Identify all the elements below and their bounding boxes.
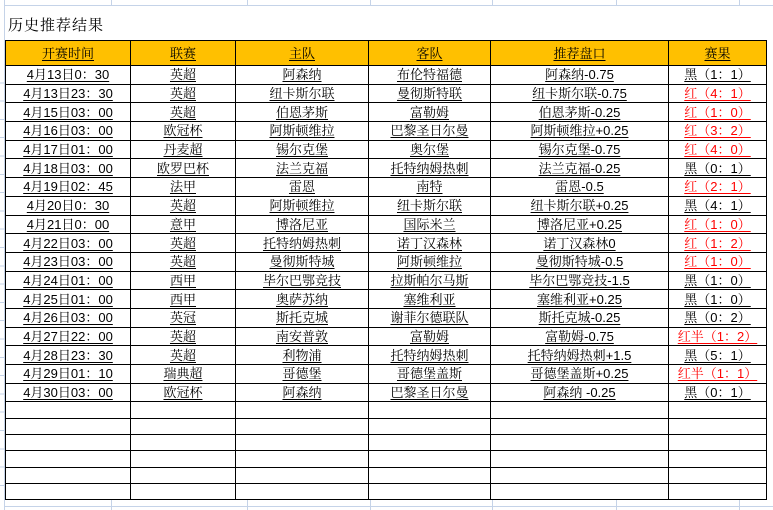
empty-cell[interactable] [491, 402, 669, 418]
cell-result[interactable]: 红（4：1） [669, 84, 767, 103]
cell-time[interactable]: 4月25日01：00 [6, 290, 131, 309]
cell-time[interactable]: 4月30日03：00 [6, 383, 131, 402]
empty-row [6, 467, 767, 483]
empty-cell[interactable] [369, 483, 491, 499]
cell-home[interactable]: 锡尔克堡 [236, 140, 369, 159]
cell-away[interactable]: 谢菲尔德联队 [369, 308, 491, 327]
cell-result[interactable]: 黑（1：0） [669, 290, 767, 309]
results-table [5, 40, 767, 500]
gridline-col [616, 0, 617, 5]
empty-cell[interactable] [6, 483, 131, 499]
cell-time[interactable]: 4月21日0：00 [6, 215, 131, 234]
cell-time[interactable]: 4月27日22：00 [6, 327, 131, 346]
empty-row [6, 402, 767, 418]
cell-home[interactable]: 南安普敦 [236, 327, 369, 346]
empty-cell[interactable] [236, 451, 369, 467]
cell-time[interactable]: 4月13日23：30 [6, 84, 131, 103]
gridline-col [247, 500, 248, 510]
empty-cell[interactable] [131, 451, 236, 467]
cell-away[interactable]: 富勒姆 [369, 103, 491, 122]
cell-league[interactable]: 意甲 [131, 215, 236, 234]
cell-away[interactable]: 奥尔堡 [369, 140, 491, 159]
cell-time[interactable]: 4月13日0：30 [6, 66, 131, 85]
table-row [6, 159, 767, 178]
table-row [6, 383, 767, 402]
cell-handicap[interactable]: 博洛尼亚+0.25 [491, 215, 669, 234]
empty-cell[interactable] [369, 402, 491, 418]
cell-handicap[interactable]: 锡尔克堡-0.75 [491, 140, 669, 159]
cell-league[interactable]: 英超 [131, 327, 236, 346]
cell-time[interactable]: 4月22日03：00 [6, 234, 131, 253]
empty-cell[interactable] [369, 434, 491, 450]
cell-away[interactable]: 诺丁汉森林 [369, 234, 491, 253]
table-body [6, 66, 767, 500]
empty-cell[interactable] [669, 418, 767, 434]
cell-home[interactable]: 博洛尼亚 [236, 215, 369, 234]
gridline-col [370, 500, 371, 510]
cell-home[interactable]: 哥德堡 [236, 365, 369, 384]
table-row [6, 327, 767, 346]
cell-home[interactable]: 斯托克城 [236, 308, 369, 327]
table-row [6, 308, 767, 327]
cell-home[interactable]: 纽卡斯尔联 [236, 84, 369, 103]
cell-league[interactable]: 英超 [131, 196, 236, 215]
cell-handicap[interactable]: 伯恩茅斯-0.25 [491, 103, 669, 122]
empty-cell[interactable] [6, 434, 131, 450]
cell-home[interactable]: 阿森纳 [236, 383, 369, 402]
cell-home[interactable]: 伯恩茅斯 [236, 103, 369, 122]
header-cell-handicap[interactable]: 推荐盘口 [491, 41, 669, 66]
cell-result[interactable]: 黑（0：1） [669, 159, 767, 178]
cell-away[interactable]: 富勒姆 [369, 327, 491, 346]
cell-away[interactable]: 布伦特福德 [369, 66, 491, 85]
table-row [6, 215, 767, 234]
header-cell-home[interactable]: 主队 [236, 41, 369, 66]
empty-row [6, 418, 767, 434]
table-row [6, 66, 767, 85]
cell-league[interactable]: 英超 [131, 234, 236, 253]
gridline-col [739, 500, 740, 510]
cell-away[interactable]: 托特纳姆热刺 [369, 159, 491, 178]
cell-handicap[interactable]: 雷恩-0.5 [491, 178, 669, 197]
cell-away[interactable]: 阿斯顿维拉 [369, 252, 491, 271]
cell-league[interactable]: 法甲 [131, 178, 236, 197]
empty-cell[interactable] [6, 451, 131, 467]
cell-away[interactable]: 哥德堡盖斯 [369, 365, 491, 384]
empty-cell[interactable] [491, 451, 669, 467]
cell-handicap[interactable]: 法兰克福-0.25 [491, 159, 669, 178]
header-cell-away[interactable]: 客队 [369, 41, 491, 66]
cell-league[interactable]: 英超 [131, 346, 236, 365]
cell-home[interactable]: 托特纳姆热刺 [236, 234, 369, 253]
empty-row [6, 451, 767, 467]
cell-time[interactable]: 4月19日02：45 [6, 178, 131, 197]
empty-cell[interactable] [369, 451, 491, 467]
empty-cell[interactable] [236, 483, 369, 499]
cell-home[interactable]: 雷恩 [236, 178, 369, 197]
cell-handicap[interactable]: 阿森纳-0.75 [491, 66, 669, 85]
empty-cell[interactable] [236, 467, 369, 483]
empty-cell[interactable] [131, 434, 236, 450]
cell-time[interactable]: 4月15日03：00 [6, 103, 131, 122]
header-cell-league[interactable]: 联赛 [131, 41, 236, 66]
cell-away[interactable]: 托特纳姆热刺 [369, 346, 491, 365]
empty-cell[interactable] [491, 418, 669, 434]
gridline-col [492, 500, 493, 510]
gridline-col [111, 500, 112, 510]
gridline-top [0, 5, 773, 6]
cell-result[interactable]: 黑（4：1） [669, 196, 767, 215]
empty-cell[interactable] [491, 467, 669, 483]
cell-league[interactable]: 西甲 [131, 290, 236, 309]
table-row [6, 178, 767, 197]
empty-cell[interactable] [131, 418, 236, 434]
cell-league[interactable]: 英超 [131, 84, 236, 103]
gridline-col [739, 0, 740, 5]
empty-cell[interactable] [669, 451, 767, 467]
table-row [6, 290, 767, 309]
cell-away[interactable]: 塞维利亚 [369, 290, 491, 309]
gridline-col [492, 0, 493, 5]
empty-cell[interactable] [669, 434, 767, 450]
empty-cell[interactable] [236, 418, 369, 434]
empty-cell[interactable] [6, 402, 131, 418]
empty-cell[interactable] [131, 467, 236, 483]
cell-away[interactable]: 拉斯帕尔马斯 [369, 271, 491, 290]
cell-league[interactable]: 英超 [131, 103, 236, 122]
cell-result[interactable]: 红（2：1） [669, 178, 767, 197]
cell-result[interactable]: 红（1：2） [669, 234, 767, 253]
table-row [6, 346, 767, 365]
empty-cell[interactable] [131, 483, 236, 499]
cell-handicap[interactable]: 阿斯顿维拉+0.25 [491, 122, 669, 141]
cell-time[interactable]: 4月29日01：10 [6, 365, 131, 384]
cell-handicap[interactable]: 曼彻斯特城-0.5 [491, 252, 669, 271]
cell-result[interactable]: 红（1：0） [669, 215, 767, 234]
cell-league[interactable]: 西甲 [131, 271, 236, 290]
cell-handicap[interactable]: 诺丁汉森林0 [491, 234, 669, 253]
empty-cell[interactable] [369, 418, 491, 434]
empty-cell[interactable] [131, 402, 236, 418]
cell-away[interactable]: 巴黎圣日尔曼 [369, 122, 491, 141]
cell-league[interactable]: 瑞典超 [131, 365, 236, 384]
cell-result[interactable]: 黑（0：2） [669, 308, 767, 327]
table-row [6, 122, 767, 141]
cell-league[interactable]: 欧罗巴杯 [131, 159, 236, 178]
empty-cell[interactable] [6, 467, 131, 483]
empty-cell[interactable] [491, 483, 669, 499]
cell-away[interactable]: 国际米兰 [369, 215, 491, 234]
empty-row [6, 483, 767, 499]
cell-handicap[interactable]: 富勒姆-0.75 [491, 327, 669, 346]
cell-home[interactable]: 曼彻斯特城 [236, 252, 369, 271]
header-row [6, 41, 767, 66]
cell-time[interactable]: 4月24日01：00 [6, 271, 131, 290]
cell-handicap[interactable]: 毕尔巴鄂竞技-1.5 [491, 271, 669, 290]
cell-result[interactable]: 红（1：0） [669, 252, 767, 271]
cell-time[interactable]: 4月26日03：00 [6, 308, 131, 327]
cell-away[interactable]: 曼彻斯特联 [369, 84, 491, 103]
header-cell-result[interactable]: 赛果 [669, 41, 767, 66]
gridline-bottom [0, 506, 773, 507]
empty-cell[interactable] [669, 402, 767, 418]
cell-result[interactable]: 红（1：0） [669, 103, 767, 122]
cell-handicap[interactable]: 哥德堡盖斯+0.25 [491, 365, 669, 384]
cell-time[interactable]: 4月16日03：00 [6, 122, 131, 141]
empty-cell[interactable] [669, 483, 767, 499]
cell-time[interactable]: 4月20日0：30 [6, 196, 131, 215]
cell-time[interactable]: 4月28日23：30 [6, 346, 131, 365]
gridline-col [370, 0, 371, 5]
table-row [6, 103, 767, 122]
empty-cell[interactable] [669, 467, 767, 483]
cell-league[interactable]: 英超 [131, 66, 236, 85]
cell-handicap[interactable]: 纽卡斯尔联+0.25 [491, 196, 669, 215]
table-row [6, 196, 767, 215]
cell-result[interactable]: 黑（1：0） [669, 271, 767, 290]
cell-handicap[interactable]: 纽卡斯尔联-0.75 [491, 84, 669, 103]
cell-league[interactable]: 英超 [131, 252, 236, 271]
cell-result[interactable]: 红半（1：2） [669, 327, 767, 346]
gridline-col [247, 0, 248, 5]
empty-cell[interactable] [236, 402, 369, 418]
gridline-col [616, 500, 617, 510]
cell-result[interactable]: 黑（5：1） [669, 346, 767, 365]
empty-cell[interactable] [491, 434, 669, 450]
cell-home[interactable]: 奥萨苏纳 [236, 290, 369, 309]
cell-home[interactable]: 法兰克福 [236, 159, 369, 178]
cell-home[interactable]: 毕尔巴鄂竞技 [236, 271, 369, 290]
cell-handicap[interactable]: 托特纳姆热刺+1.5 [491, 346, 669, 365]
cell-time[interactable]: 4月17日01：00 [6, 140, 131, 159]
cell-home[interactable]: 阿斯顿维拉 [236, 196, 369, 215]
cell-league[interactable]: 欧冠杯 [131, 122, 236, 141]
cell-league[interactable]: 欧冠杯 [131, 383, 236, 402]
table-row [6, 84, 767, 103]
cell-handicap[interactable]: 阿森纳 -0.25 [491, 383, 669, 402]
cell-result[interactable]: 黑（1：1） [669, 66, 767, 85]
cell-away[interactable]: 巴黎圣日尔曼 [369, 383, 491, 402]
header-cell-time[interactable]: 开赛时间 [6, 41, 131, 66]
cell-time[interactable]: 4月23日03：00 [6, 252, 131, 271]
table-row [6, 365, 767, 384]
cell-result[interactable]: 红（4：0） [669, 140, 767, 159]
cell-away[interactable]: 纽卡斯尔联 [369, 196, 491, 215]
empty-cell[interactable] [6, 418, 131, 434]
cell-handicap[interactable]: 斯托克城-0.25 [491, 308, 669, 327]
table-row [6, 271, 767, 290]
gridline-col [111, 0, 112, 5]
table-row [6, 252, 767, 271]
empty-cell[interactable] [369, 467, 491, 483]
cell-time[interactable]: 4月18日03：00 [6, 159, 131, 178]
table-row [6, 140, 767, 159]
cell-home[interactable]: 阿森纳 [236, 66, 369, 85]
table-row [6, 234, 767, 253]
cell-home[interactable]: 阿斯顿维拉 [236, 122, 369, 141]
cell-league[interactable]: 英冠 [131, 308, 236, 327]
cell-league[interactable]: 丹麦超 [131, 140, 236, 159]
cell-away[interactable]: 南特 [369, 178, 491, 197]
page-title: 历史推荐结果 [8, 17, 105, 34]
cell-handicap[interactable]: 塞维利亚+0.25 [491, 290, 669, 309]
cell-result[interactable]: 黑（0：1） [669, 383, 767, 402]
cell-home[interactable]: 利物浦 [236, 346, 369, 365]
cell-result[interactable]: 红半（1：1） [669, 365, 767, 384]
cell-result[interactable]: 红（3：2） [669, 122, 767, 141]
empty-row [6, 434, 767, 450]
empty-cell[interactable] [236, 434, 369, 450]
